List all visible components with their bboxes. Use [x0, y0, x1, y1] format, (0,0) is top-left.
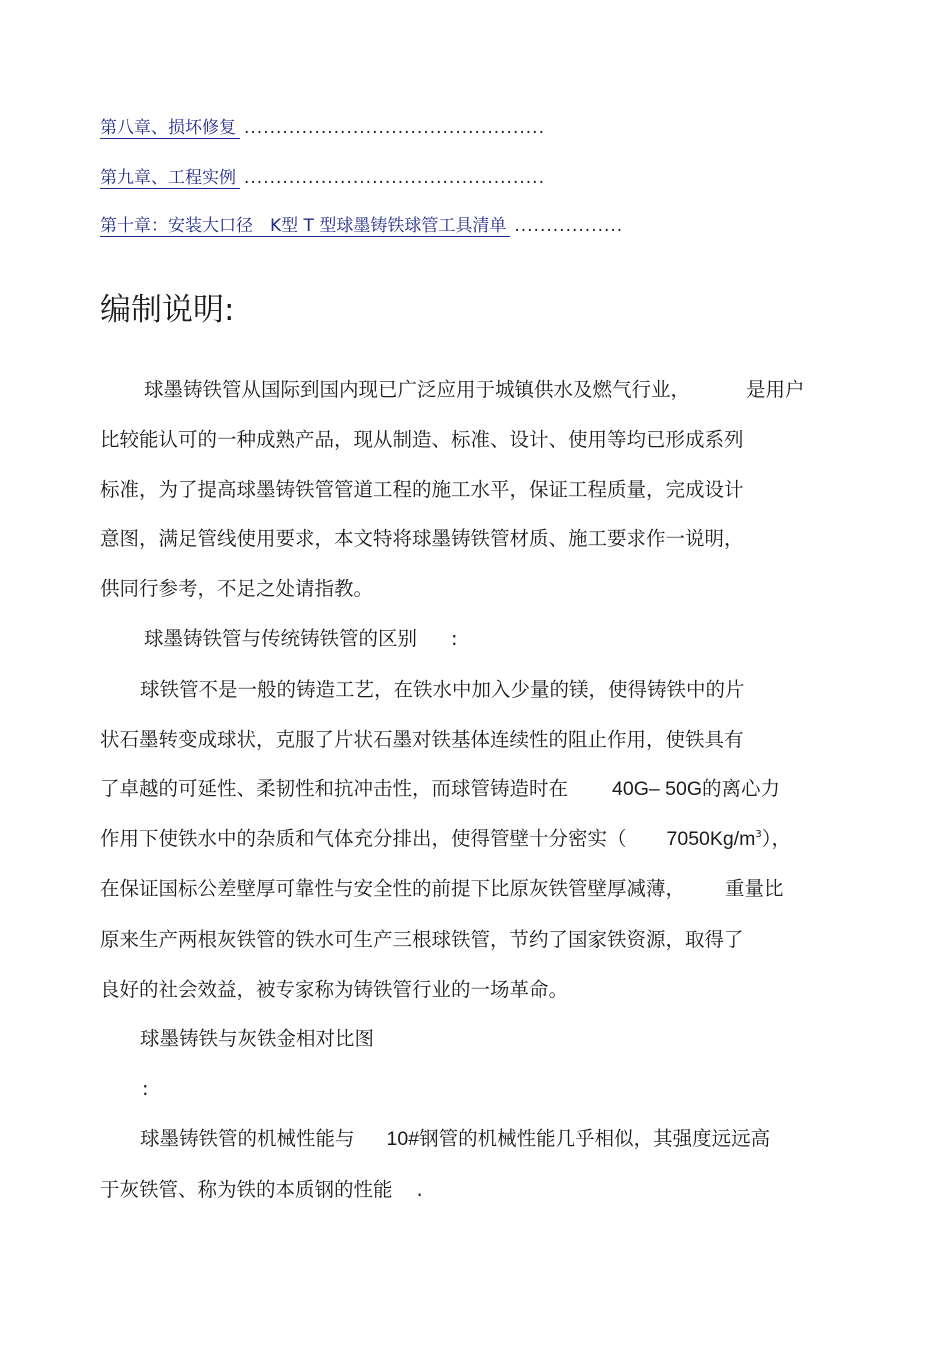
text-segment: 的离心力 — [702, 777, 781, 800]
toc-entry-chapter-9[interactable] — [100, 167, 545, 189]
text-segment: . — [416, 1178, 423, 1201]
steel-grade: 10# — [386, 1128, 420, 1150]
text-line — [100, 876, 784, 902]
text-line: 状石墨转变成球状，克服了片状石墨对铁基体连续性的阻止作用，使铁具有 — [100, 728, 744, 751]
section-heading: 编制说明: — [100, 292, 235, 328]
text-segment: 是用户 — [746, 378, 805, 401]
text-line: 标准，为了提高球墨铸铁管管道工程的施工水平，保证工程质量，完成设计 — [100, 478, 744, 501]
text-segment: 于灰铁管、称为铁的本质钢的性能 — [100, 1178, 393, 1201]
figure-caption: 球墨铸铁与灰铁金相对比图 — [140, 1027, 375, 1050]
text-segment: 钢管的机械性能几乎相似，其强度远远高 — [419, 1127, 771, 1150]
subheading — [144, 626, 458, 652]
toc-dots: ............................................... — [244, 118, 545, 138]
text-segment: 球墨铸铁管从国际到国内现已广泛应用于城镇供水及燃气行业， — [144, 378, 691, 401]
text-line: 球铁管不是一般的铸造工艺，在铁水中加入少量的镁，使得铸铁中的片 — [140, 678, 745, 701]
text-segment: 重量比 — [725, 877, 784, 900]
figure-colon: : — [142, 1077, 149, 1100]
subheading-colon: : — [451, 627, 458, 650]
text-line — [144, 377, 805, 403]
toc-dots: ................. — [514, 216, 624, 236]
toc-entry-chapter-10[interactable] — [100, 215, 623, 237]
force-value: 40G– 50G — [612, 778, 702, 800]
toc-entry-chapter-8[interactable] — [100, 117, 545, 139]
superscript: 3 — [755, 829, 762, 840]
text-segment: 了卓越的可延性、柔韧性和抗冲击性，而球管铸造时在 — [100, 777, 569, 800]
text-line: 良好的社会效益，被专家称为铸铁管行业的一场革命。 — [100, 978, 569, 1001]
text-line: 意图，满足管线使用要求，本文特将球墨铸铁管材质、施工要求作一说明， — [100, 527, 744, 550]
toc-dots: ............................................... — [244, 168, 545, 188]
text-line — [100, 826, 791, 852]
text-segment: 球墨铸铁管的机械性能与 — [140, 1127, 355, 1150]
density-value: 7050Kg/m — [666, 828, 756, 850]
toc-link[interactable]: 第九章、工程实例 — [100, 168, 240, 189]
toc-link[interactable]: 第十章：安装大口径 K型 T 型球墨铸铁球管工具清单 — [100, 216, 510, 237]
text-line — [100, 776, 780, 802]
text-segment: 在保证国标公差壁厚可靠性与安全性的前提下比原灰铁管壁厚减薄， — [100, 877, 686, 900]
text-segment: ）， — [761, 827, 792, 850]
text-line: 原来生产两根灰铁管的铁水可生产三根球铁管，节约了国家铁资源，取得了 — [100, 928, 744, 951]
subheading-text: 球墨铸铁管与传统铸铁管的区别 — [144, 627, 418, 650]
text-line: 供同行参考，不足之处请指教。 — [100, 577, 374, 600]
text-line — [140, 1126, 770, 1152]
text-line: 比较能认可的一种成熟产品，现从制造、标准、设计、使用等均已形成系列 — [100, 428, 744, 451]
toc-link[interactable]: 第八章、损坏修复 — [100, 118, 240, 139]
text-segment: 作用下使铁水中的杂质和气体充分排出，使得管壁十分密实（ — [100, 827, 627, 850]
text-line — [100, 1177, 423, 1203]
